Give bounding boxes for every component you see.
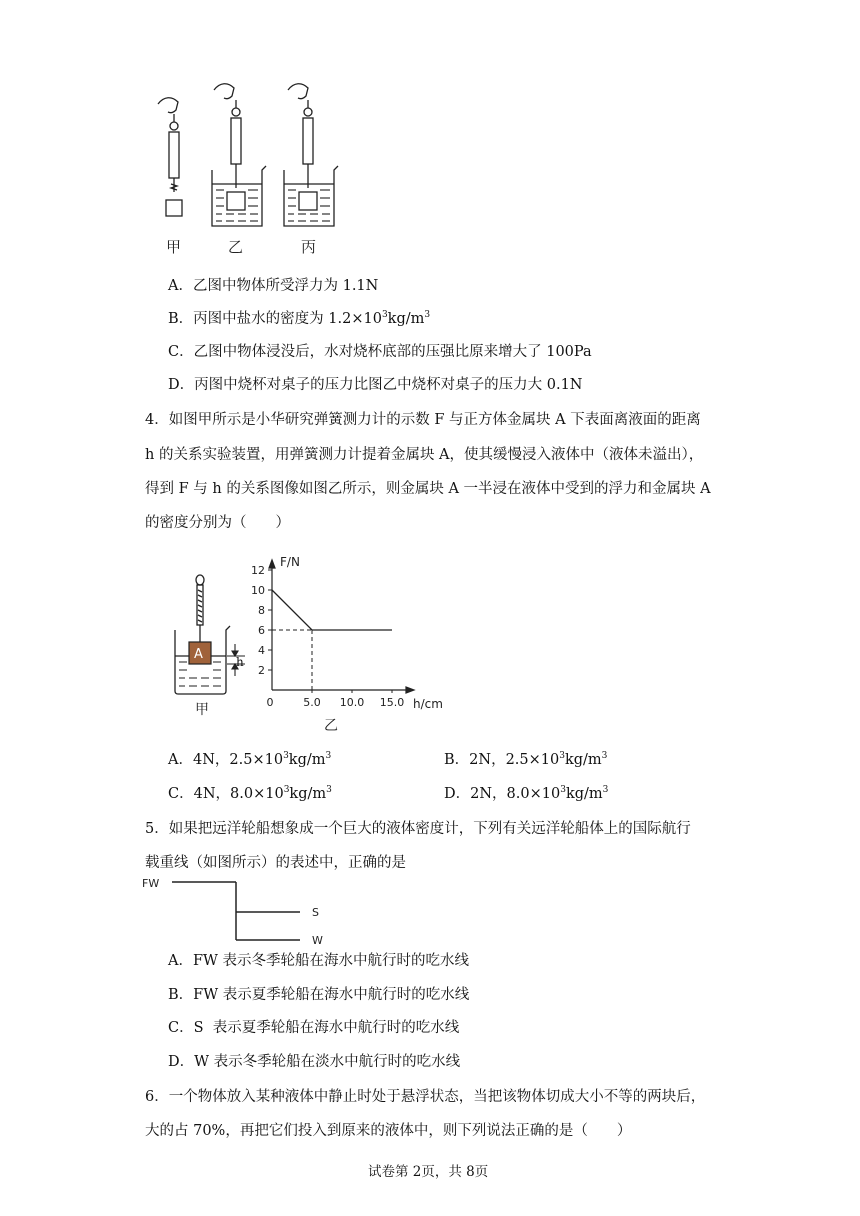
option-letter: A． [168, 752, 193, 768]
block-a-label: A [194, 647, 203, 662]
q3-option-d[interactable] [168, 375, 583, 395]
f-h-chart [250, 550, 450, 734]
option-text: 丙图中盐水的密度为 1.2×10 [193, 311, 382, 327]
x-tick-label: 10.0 [339, 696, 365, 709]
setup-yi [212, 84, 266, 226]
fig2-label-yi: 乙 [324, 718, 338, 734]
figure-beaker-block-a [165, 558, 255, 718]
question-number: 4． [145, 412, 169, 428]
setup-jia [158, 98, 182, 216]
option-letter: A． [168, 953, 193, 969]
option-letter: C． [168, 786, 194, 802]
question-number: 6． [145, 1089, 169, 1105]
page-footer: 试卷第 2页，共 8页 [368, 1164, 489, 1180]
q4-line-2: h 的关系实验装置，用弹簧测力计提着金属块 A，使其缓慢浸入液体中（液体未溢出）， [145, 447, 704, 463]
figure-load-lines [140, 870, 340, 950]
q4-line-1: 4．如图甲所示是小华研究弹簧测力计的示数 F 与正方体金属块 A 下表面离液面的距离 [145, 412, 701, 428]
q6-line-2: 大的占 70%，再把它们投入到原来的液体中，则下列说法正确的是（ ） [145, 1123, 632, 1139]
q3-option-b[interactable]: B．丙图中盐水的密度为 $1.2\times 10^3kg/m^3$ [168, 310, 431, 327]
fig2-label-jia: 甲 [195, 702, 209, 718]
fig1-label-bing: 丙 [301, 238, 317, 256]
option-letter: A． [168, 278, 193, 294]
h-dimension-label: h [236, 655, 244, 669]
option-letter: B． [444, 752, 470, 768]
y-tick-label: 6 [258, 624, 265, 637]
q4-option-b[interactable]: B．2N，$2.5\times 10^3kg/m^3$ [444, 751, 608, 768]
option-text: 乙图中物体所受浮力为 1.1N [192, 278, 379, 294]
q5-option-b[interactable]: B．FW 表示夏季轮船在海水中航行时的吃水线 [168, 987, 470, 1003]
q4-option-a[interactable]: A．4N，$2.5\times 10^3kg/m^3$ [168, 751, 332, 768]
q6-line-1: 6．一个物体放入某种液体中静止时处于悬浮状态，当把该物体切成大小不等的两块后， [145, 1089, 706, 1105]
fw-label: FW [142, 877, 160, 890]
q4-line-3: 得到 F 与 h 的关系图像如图乙所示，则金属块 A 一半浸在液体中受到的浮力和金属块 A [145, 481, 711, 497]
y-tick-label: 12 [251, 564, 265, 577]
q3-option-a[interactable] [168, 276, 378, 296]
y-tick-label: 10 [251, 584, 265, 597]
x-tick-label: 15.0 [379, 696, 405, 709]
x-axis-label: h/cm [413, 697, 443, 711]
option-letter: B． [168, 987, 194, 1003]
y-tick-label: 4 [258, 644, 265, 657]
option-text: 乙图中物体浸没后，水对烧杯底部的压强比原来增大了 100Pa [193, 344, 592, 360]
q5-option-d[interactable]: D．W 表示冬季轮船在淡水中航行时的吃水线 [168, 1054, 461, 1070]
q5-option-a[interactable]: A．FW 表示冬季轮船在海水中航行时的吃水线 [168, 953, 470, 969]
q4-option-d[interactable]: D．2N，$8.0\times 10^3kg/m^3$ [444, 785, 609, 802]
setup-bing [284, 84, 338, 226]
s-label: S [312, 906, 319, 919]
y-tick-label: 2 [258, 664, 265, 677]
x-tick-label: 0 [266, 696, 274, 709]
x-tick-label: 5.0 [303, 696, 321, 709]
fig1-label-yi: 乙 [228, 238, 244, 256]
w-label: W [312, 934, 323, 947]
q5-line-2: 载重线（如图所示）的表述中，正确的是 [145, 855, 406, 871]
q3-option-c[interactable] [168, 342, 592, 362]
option-text: 丙图中烧杯对桌子的压力比图乙中烧杯对桌子的压力大 0.1N [194, 377, 583, 393]
q5-line-1: 5．如果把远洋轮船想象成一个巨大的液体密度计，下列有关远洋轮船体上的国际航行 [145, 821, 691, 837]
option-letter: D． [444, 786, 471, 802]
q4-line-4: 的密度分别为（ ） [145, 515, 290, 531]
f-h-data-line [272, 590, 392, 630]
y-tick-label: 8 [258, 604, 265, 617]
question-number: 5． [145, 821, 169, 837]
option-letter: D． [168, 1054, 195, 1070]
y-axis-label: F/N [280, 555, 300, 569]
q5-option-c[interactable]: C．S 表示夏季轮船在海水中航行时的吃水线 [168, 1020, 460, 1036]
option-letter: C． [168, 344, 194, 360]
option-letter: B． [168, 311, 194, 327]
fig1-label-jia: 甲 [166, 238, 182, 256]
figure-spring-scale-setups [150, 74, 340, 260]
q4-option-c[interactable]: C．4N，$8.0\times 10^3kg/m^3$ [168, 785, 332, 802]
option-letter: C． [168, 1020, 194, 1036]
option-letter: D． [168, 377, 195, 393]
